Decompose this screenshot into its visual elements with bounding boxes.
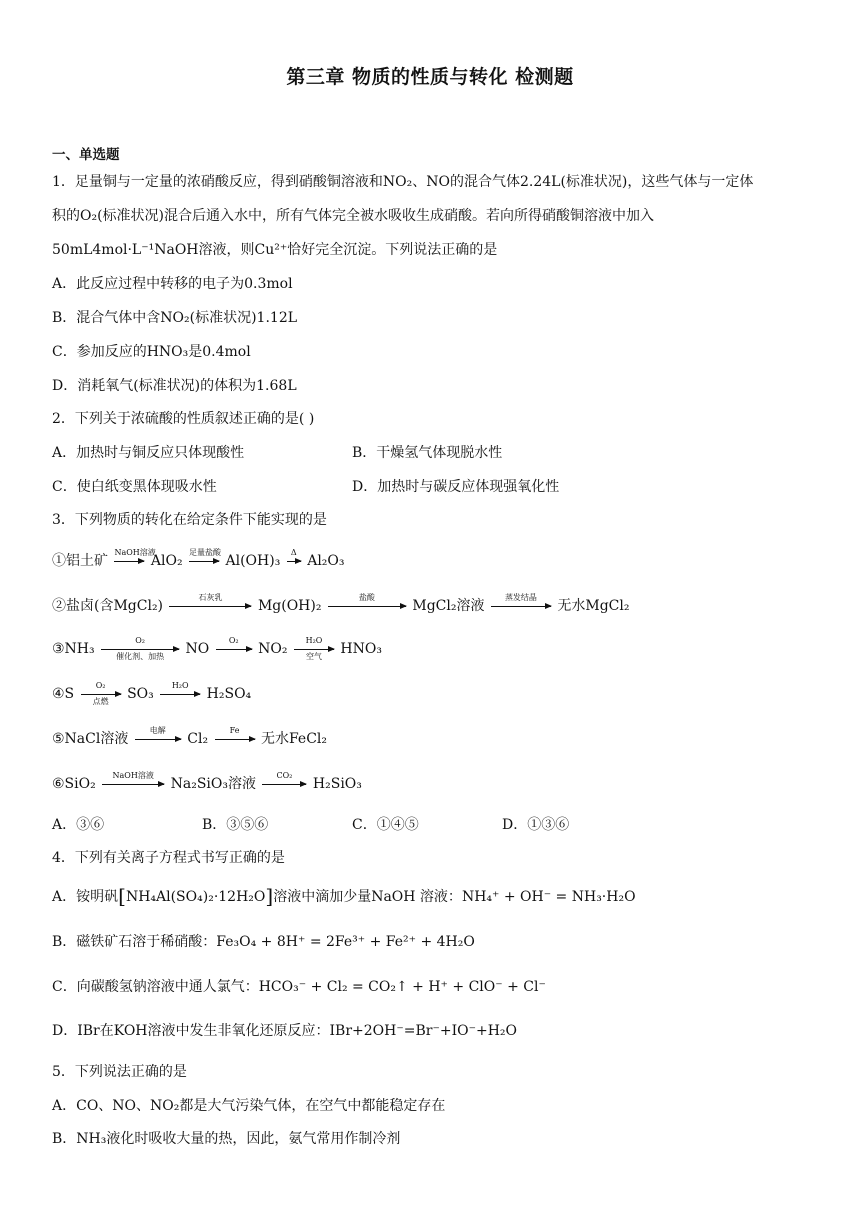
route-start: ②盐卤(含MgCl₂) bbox=[52, 598, 164, 614]
q4-option-c bbox=[52, 977, 546, 997]
reaction-arrow bbox=[135, 725, 181, 740]
q2-option-a: A．加热时与铜反应只体现酸性 bbox=[52, 445, 245, 461]
q3-route-6 bbox=[52, 770, 362, 794]
route-product: Al₂O₃ bbox=[307, 553, 345, 569]
q3-option-b: B．③⑤⑥ bbox=[202, 817, 269, 833]
reaction-arrow bbox=[216, 635, 252, 650]
q2-option-b: B．干燥氢气体现脱水性 bbox=[352, 445, 503, 461]
route-product: H₂SO₄ bbox=[206, 686, 252, 702]
route-product: Cl₂ bbox=[187, 731, 209, 747]
reaction-arrow bbox=[328, 592, 406, 607]
route-product: Mg(OH)₂ bbox=[257, 598, 322, 614]
arrow-condition: CO₂ bbox=[276, 770, 293, 780]
q3-option-c: C．①④⑤ bbox=[352, 817, 419, 833]
right-bracket: ] bbox=[265, 884, 274, 908]
left-bracket: [ bbox=[118, 884, 126, 908]
reaction-arrow bbox=[287, 547, 301, 562]
q4-option-a bbox=[52, 886, 636, 907]
route-start: ③NH₃ bbox=[52, 641, 95, 657]
q2-stem: 2．下列关于浓硫酸的性质叙述正确的是( ) bbox=[52, 411, 315, 427]
q5-stem: 5．下列说法正确的是 bbox=[52, 1064, 187, 1080]
reaction-arrow bbox=[101, 635, 179, 661]
reaction-arrow bbox=[262, 770, 306, 785]
route-product: H₂SiO₃ bbox=[312, 776, 362, 792]
option-text: D．IBr在KOH溶液中发生非氧化还原反应： bbox=[52, 1023, 330, 1039]
reaction-arrow bbox=[189, 547, 222, 562]
q1-stem-line3: 50mL4mol·L⁻¹NaOH溶液，则Cu²⁺恰好完全沉淀。下列说法正确的是 bbox=[52, 242, 498, 258]
q5-option-a: A．CO、NO、NO₂都是大气污染气体，在空气中都能稳定存在 bbox=[52, 1098, 446, 1114]
q3-route-2 bbox=[52, 592, 630, 616]
section-heading: 一、单选题 bbox=[52, 147, 120, 163]
arrow-condition-below: 催化剂、加热 bbox=[116, 651, 165, 661]
option-text: C．向碳酸氢钠溶液中通人氯气： bbox=[52, 979, 259, 995]
route-product: NO₂ bbox=[258, 641, 288, 657]
arrow-condition: H₂O bbox=[305, 635, 323, 645]
q4-stem: 4．下列有关离子方程式书写正确的是 bbox=[52, 850, 285, 866]
route-start: ⑥SiO₂ bbox=[52, 776, 96, 792]
ion-equation: IBr+2OH⁻=Br⁻+IO⁻+H₂O bbox=[329, 1023, 517, 1039]
q3-route-4 bbox=[52, 680, 252, 706]
route-product: Na₂SiO₃溶液 bbox=[170, 776, 256, 792]
route-start: ④S bbox=[52, 686, 75, 702]
reaction-arrow bbox=[160, 680, 200, 695]
page-title: 第三章 物质的性质与转化 检测题 bbox=[286, 66, 574, 88]
arrow-condition: O₂ bbox=[228, 635, 239, 645]
arrow-condition: Fe bbox=[229, 725, 240, 735]
reaction-arrow bbox=[81, 680, 121, 706]
arrow-condition: 电解 bbox=[149, 725, 166, 735]
q2-option-d: D．加热时与碳反应体现强氧化性 bbox=[352, 479, 560, 495]
arrow-condition: O₂ bbox=[135, 635, 145, 645]
q1-option-d: D．消耗氧气(标准状况)的体积为1.68L bbox=[52, 378, 297, 394]
ion-equation: Fe₃O₄ + 8H⁺ = 2Fe³⁺ + Fe²⁺ + 4H₂O bbox=[216, 934, 475, 950]
q1-stem-line2: 积的O₂(标准状况)混合后通入水中，所有气体完全被水吸收生成硝酸。若向所得硝酸铜溶液中加入 bbox=[52, 208, 655, 224]
reaction-arrow bbox=[294, 635, 334, 661]
reaction-arrow bbox=[114, 547, 156, 562]
route-product: 无水FeCl₂ bbox=[260, 731, 328, 747]
arrow-condition: NaOH溶液 bbox=[112, 770, 154, 780]
option-label: A．铵明矾 bbox=[52, 889, 119, 905]
route-start: ⑤NaCl溶液 bbox=[52, 731, 129, 747]
q1-option-b: B．混合气体中含NO₂(标准状况)1.12L bbox=[52, 310, 298, 326]
arrow-condition: Δ bbox=[290, 547, 297, 557]
option-text: 溶液中滴加少量NaOH 溶液： bbox=[273, 889, 462, 905]
ion-equation: NH₄⁺ + OH⁻ = NH₃·H₂O bbox=[461, 889, 636, 905]
arrow-condition: 石灰乳 bbox=[198, 592, 223, 602]
route-product: 无水MgCl₂ bbox=[557, 598, 630, 614]
route-product: Al(OH)₃ bbox=[225, 553, 281, 569]
route-product: MgCl₂溶液 bbox=[412, 598, 485, 614]
q3-option-d: D．①③⑥ bbox=[502, 817, 570, 833]
reaction-arrow bbox=[215, 725, 255, 740]
reaction-arrow bbox=[169, 592, 251, 607]
arrow-condition: 蒸发结晶 bbox=[504, 592, 537, 602]
q3-stem: 3．下列物质的转化在给定条件下能实现的是 bbox=[52, 512, 327, 528]
route-product: AlO₂ bbox=[150, 553, 183, 569]
arrow-condition-below: 点燃 bbox=[92, 696, 109, 706]
q5-option-b: B．NH₃液化时吸收大量的热，因此，氨气常用作制冷剂 bbox=[52, 1131, 401, 1147]
arrow-condition-below: 空气 bbox=[305, 651, 322, 661]
option-text: B．磁铁矿石溶于稀硝酸： bbox=[52, 934, 217, 950]
q3-route-3 bbox=[52, 635, 382, 661]
reaction-arrow bbox=[102, 770, 164, 785]
q1-option-c: C．参加反应的HNO₃是0.4mol bbox=[52, 344, 251, 360]
arrow-condition: H₂O bbox=[171, 680, 189, 690]
route-start: ①铝土矿 bbox=[52, 553, 108, 569]
q3-option-a: A．③⑥ bbox=[52, 817, 105, 833]
arrow-condition: NaOH溶液 bbox=[114, 547, 156, 557]
arrow-condition: O₂ bbox=[95, 680, 106, 690]
arrow-condition: 足量盐酸 bbox=[189, 547, 222, 557]
q1-stem-line1: 1．足量铜与一定量的浓硝酸反应，得到硝酸铜溶液和NO₂、NO的混合气体2.24L(标准状况)，这些气体与一定体 bbox=[52, 174, 754, 190]
ion-equation: HCO₃⁻ + Cl₂ = CO₂↑ + H⁺ + ClO⁻ + Cl⁻ bbox=[258, 979, 546, 995]
q1-option-a: A．此反应过程中转移的电子为0.3mol bbox=[52, 276, 293, 292]
route-product: HNO₃ bbox=[340, 641, 382, 657]
formula: NH₄Al(SO₄)₂·12H₂O bbox=[125, 889, 266, 905]
reaction-arrow bbox=[491, 592, 551, 607]
q4-option-b bbox=[52, 932, 475, 952]
q3-route-5 bbox=[52, 725, 328, 749]
q3-route-1 bbox=[52, 547, 345, 571]
route-product: SO₃ bbox=[127, 686, 154, 702]
arrow-condition: 盐酸 bbox=[358, 592, 375, 602]
q4-option-d bbox=[52, 1021, 517, 1041]
route-product: NO bbox=[185, 641, 210, 657]
q2-option-c: C．使白纸变黑体现吸水性 bbox=[52, 479, 217, 495]
